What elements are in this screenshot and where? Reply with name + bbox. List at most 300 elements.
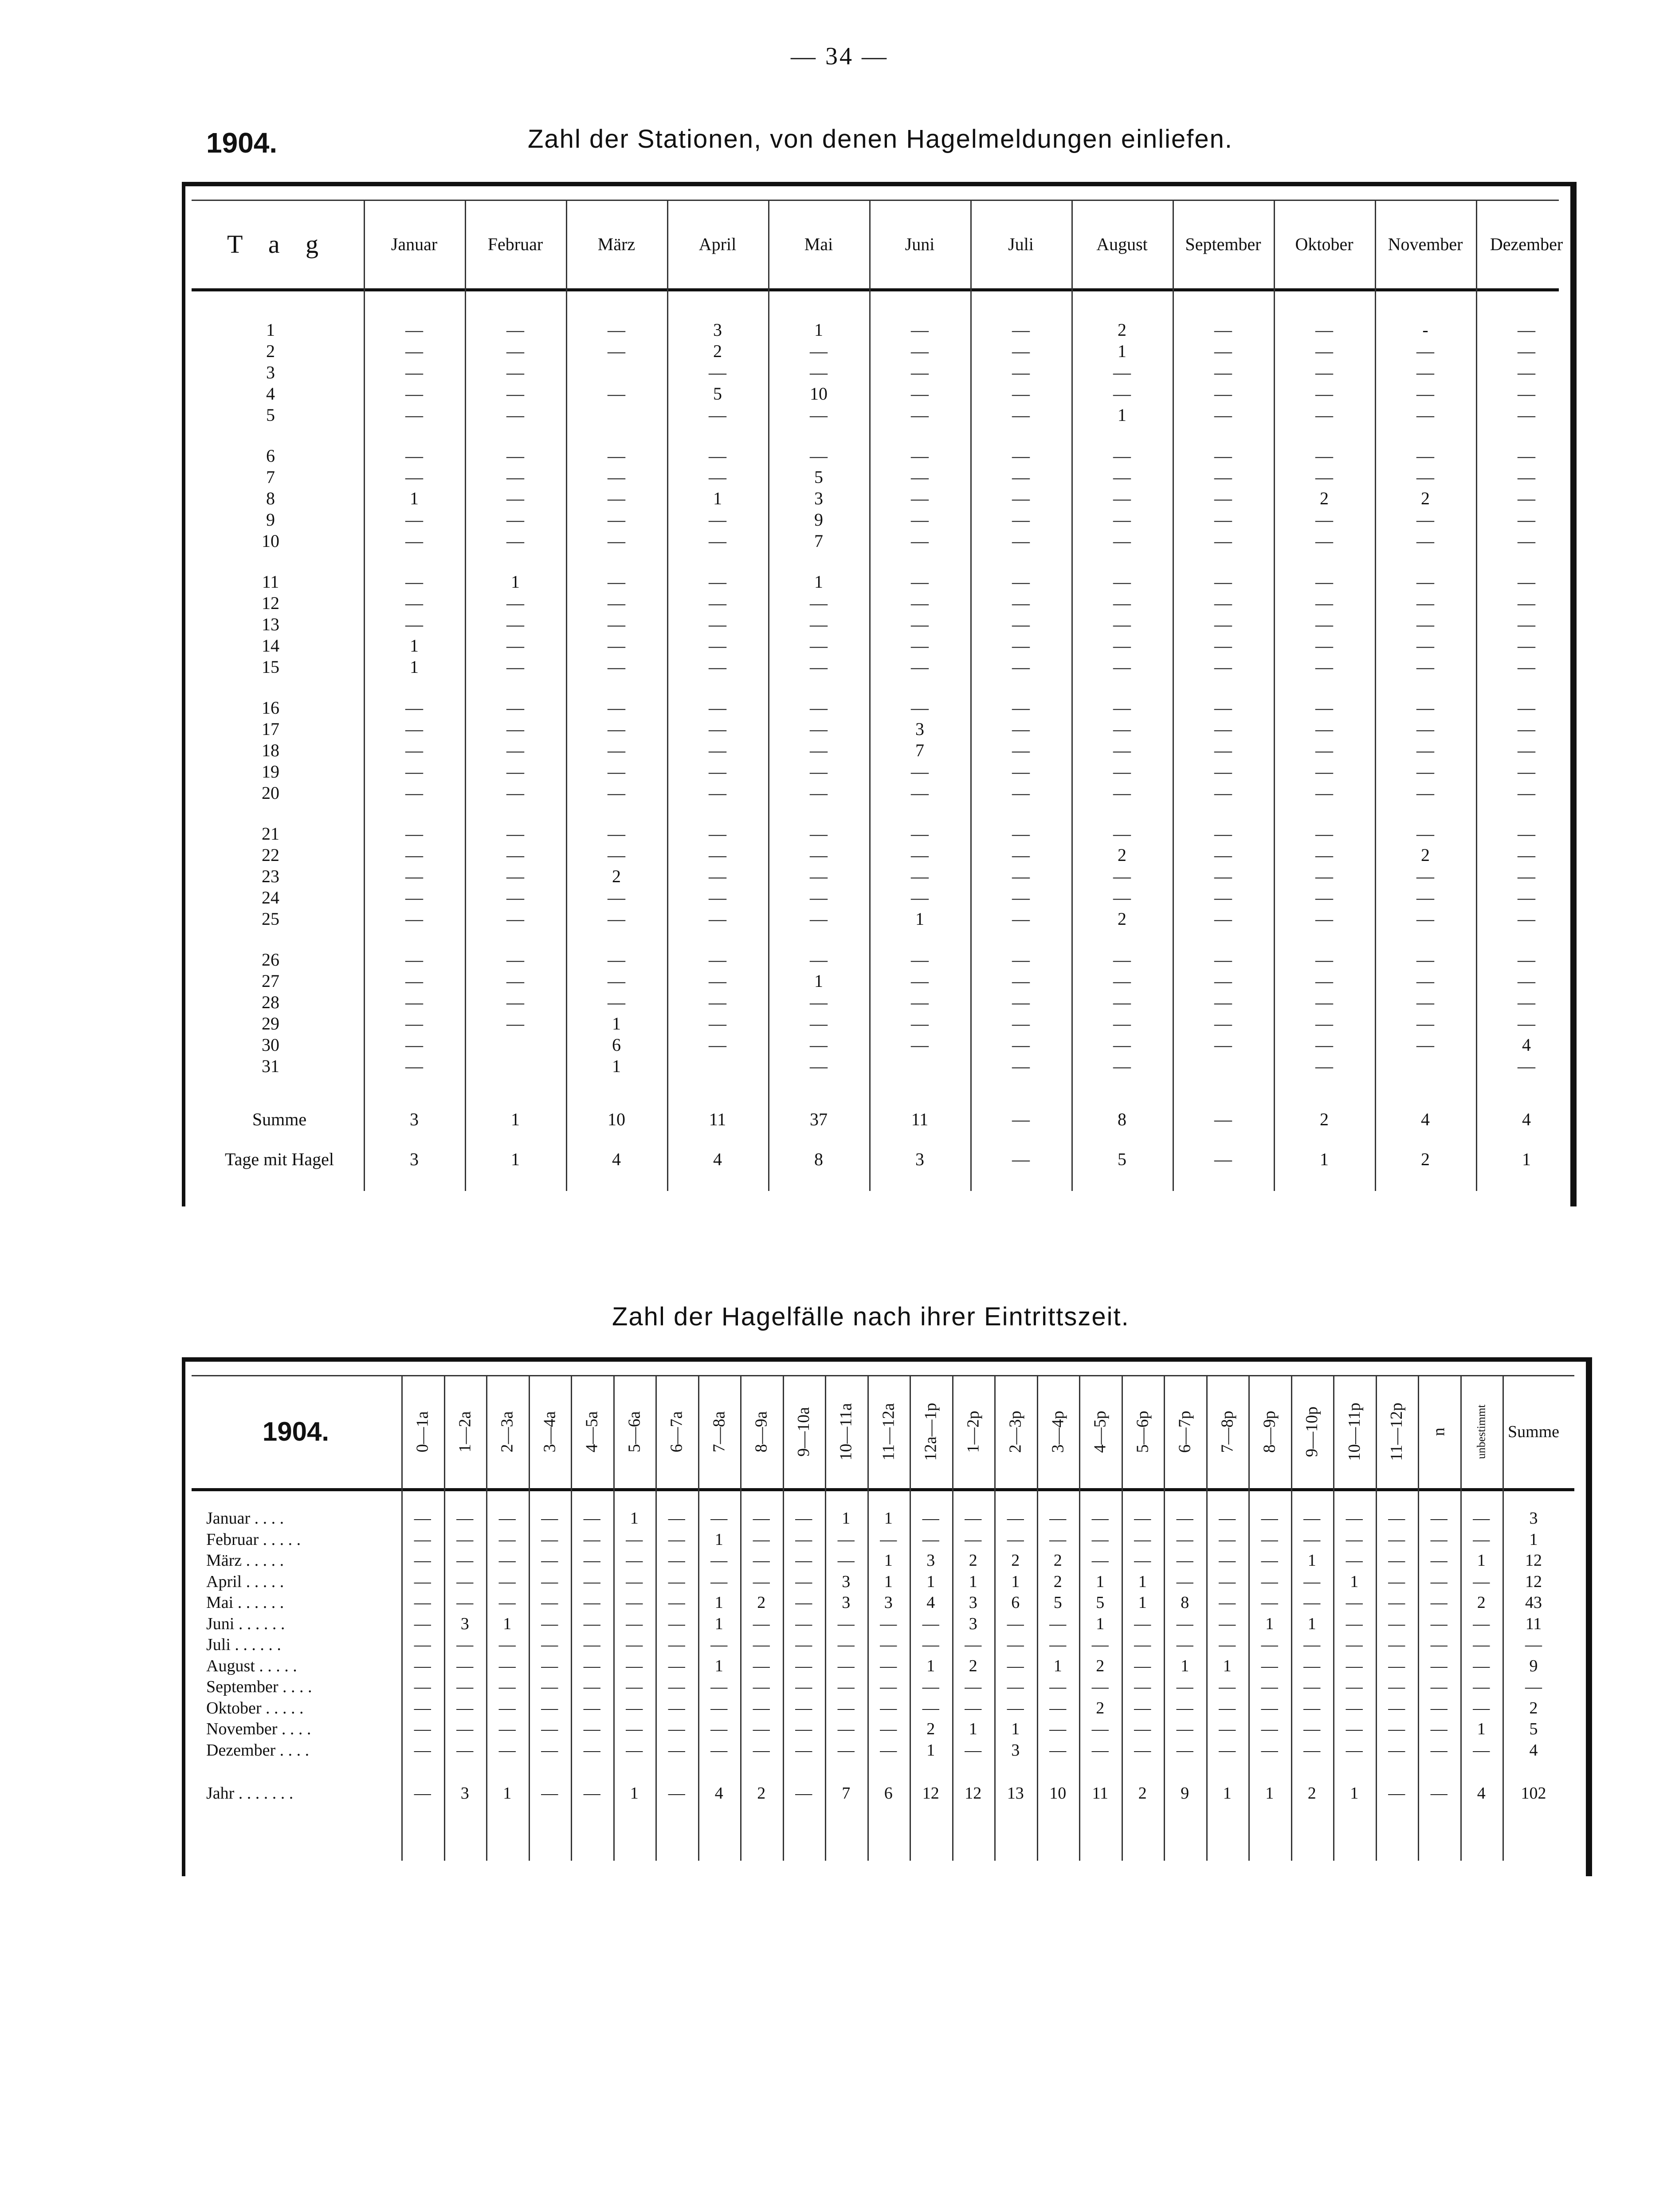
- table-cell: —: [1214, 488, 1232, 508]
- table-cell: —: [1416, 698, 1434, 718]
- table-cell: —: [668, 1509, 685, 1528]
- table-cell: —: [668, 1741, 685, 1760]
- table-cell: —: [506, 362, 524, 382]
- table-cell: —: [1416, 740, 1434, 760]
- table-cell: —: [506, 488, 524, 508]
- table-cell: —: [1416, 971, 1434, 991]
- table-cell: —: [608, 783, 625, 803]
- table-cell: —: [709, 866, 726, 886]
- jahr-cell: —: [1430, 1784, 1448, 1803]
- table-cell: —: [1012, 614, 1030, 634]
- table-cell: —: [709, 888, 726, 908]
- table-cell: 9: [814, 510, 823, 530]
- table-cell: 1: [1181, 1656, 1189, 1675]
- table-cell: —: [1315, 824, 1333, 844]
- summe-cell: 11: [709, 1109, 726, 1129]
- table-cell: 3: [969, 1614, 977, 1633]
- time-col-label: 10—11p: [1345, 1402, 1364, 1461]
- table-cell: —: [1315, 384, 1333, 404]
- month-label: Januar . . . .: [206, 1509, 284, 1528]
- table-cell: —: [1214, 824, 1232, 844]
- summe-cell: —: [1214, 1109, 1232, 1129]
- table-cell: 1: [1265, 1614, 1274, 1633]
- table-cell: —: [1214, 1035, 1232, 1055]
- table-cell: —: [1012, 510, 1030, 530]
- table-cell: —: [1214, 1014, 1232, 1033]
- table-cell: —: [506, 783, 524, 803]
- table-cell: 1: [1138, 1572, 1147, 1591]
- table-cell: —: [911, 384, 929, 404]
- table-cell: —: [1261, 1678, 1278, 1696]
- table-cell: 10: [810, 384, 828, 404]
- table-cell: —: [626, 1741, 643, 1760]
- month-header-1: Januar: [391, 234, 438, 254]
- table-cell: —: [911, 362, 929, 382]
- table-cell: —: [506, 1014, 524, 1033]
- table-cell: —: [1315, 698, 1333, 718]
- table-cell: —: [1416, 992, 1434, 1012]
- page-number: — 34 —: [791, 43, 888, 70]
- time-col-header-4: [529, 1375, 571, 1488]
- jahr-cell: 1: [1265, 1784, 1274, 1803]
- month-header-12: Dezember: [1490, 234, 1563, 254]
- table-cell: —: [1518, 614, 1535, 634]
- table-cell: —: [608, 593, 625, 613]
- table-cell: —: [965, 1530, 982, 1549]
- table-cell: —: [1214, 467, 1232, 487]
- table-cell: 3: [814, 488, 823, 508]
- month-label: April . . . . .: [206, 1572, 284, 1591]
- tage-cell: 8: [814, 1149, 823, 1169]
- time-col-label: 6—7p: [1175, 1410, 1194, 1453]
- table-cell: —: [1416, 1035, 1434, 1055]
- table-cell: —: [506, 384, 524, 404]
- table-cell: —: [583, 1678, 600, 1696]
- table-cell: —: [1416, 909, 1434, 929]
- table-cell: —: [880, 1614, 897, 1633]
- jahr-cell: 7: [842, 1784, 851, 1803]
- table-cell: 2: [612, 866, 621, 886]
- table-cell: —: [583, 1698, 600, 1717]
- month-label: Oktober . . . . .: [206, 1698, 304, 1717]
- table-cell: —: [541, 1656, 558, 1675]
- table-cell: [1173, 1056, 1274, 1077]
- table-cell: —: [608, 762, 625, 782]
- table-cell: —: [1303, 1530, 1321, 1549]
- table-cell: —: [810, 909, 828, 929]
- table-cell: —: [710, 1635, 728, 1654]
- table-cell: —: [1473, 1614, 1490, 1633]
- table-cell: 1: [926, 1572, 935, 1591]
- table-cell: —: [753, 1635, 770, 1654]
- table-cell: —: [1049, 1635, 1067, 1654]
- table-cell: —: [1012, 593, 1030, 613]
- table-cell: —: [1091, 1720, 1109, 1738]
- table-cell: 1: [714, 1656, 723, 1675]
- summe-cell: 1: [511, 1109, 520, 1129]
- table-cell: —: [1303, 1572, 1321, 1591]
- table-cell: —: [753, 1509, 770, 1528]
- table-cell: —: [880, 1741, 897, 1760]
- table-cell: —: [1261, 1551, 1278, 1570]
- table-cell: —: [795, 1678, 812, 1696]
- table-cell: —: [1012, 1014, 1030, 1033]
- month-label: Februar . . . . .: [206, 1530, 301, 1549]
- table-cell: 11: [1525, 1614, 1542, 1633]
- table-cell: 12: [1525, 1551, 1542, 1570]
- table-cell: —: [795, 1530, 812, 1549]
- table-cell: —: [1346, 1698, 1363, 1717]
- table-cell: —: [1473, 1678, 1490, 1696]
- time-col-label: 12a—1p: [921, 1403, 940, 1461]
- table-cell: —: [1113, 593, 1131, 613]
- table-cell: —: [405, 698, 423, 718]
- table-cell: —: [608, 698, 625, 718]
- table-cell: —: [506, 888, 524, 908]
- table2-title: Zahl der Hagelfälle nach ihrer Eintrittszeit.: [612, 1302, 1130, 1331]
- table-cell: —: [456, 1720, 474, 1738]
- table-cell: —: [1315, 783, 1333, 803]
- table-cell: —: [810, 341, 828, 361]
- summe-cell: 37: [810, 1109, 828, 1129]
- table-cell: —: [1525, 1635, 1542, 1654]
- table-cell: —: [1315, 510, 1333, 530]
- table-cell: —: [1012, 384, 1030, 404]
- table-cell: —: [753, 1551, 770, 1570]
- table-cell: —: [795, 1656, 812, 1675]
- table-cell: —: [922, 1614, 939, 1633]
- day-label: 19: [262, 762, 279, 782]
- table-cell: 1: [1477, 1551, 1486, 1570]
- table-cell: —: [498, 1572, 516, 1591]
- table-cell: 2: [1421, 488, 1430, 508]
- table-cell: —: [1430, 1551, 1448, 1570]
- table-cell: 6: [1011, 1593, 1020, 1612]
- time-col-label: 11—12a: [879, 1403, 898, 1461]
- table-cell: —: [1303, 1593, 1321, 1612]
- table-cell: —: [1416, 467, 1434, 487]
- table-cell: —: [795, 1720, 812, 1738]
- table-cell: —: [965, 1741, 982, 1760]
- table-cell: —: [1219, 1593, 1236, 1612]
- time-col-header-22: [1291, 1375, 1334, 1488]
- table-cell: —: [709, 845, 726, 865]
- table-cell: —: [1113, 614, 1131, 634]
- table-cell: —: [1214, 446, 1232, 466]
- table-cell: —: [506, 341, 524, 361]
- table-cell: —: [709, 992, 726, 1012]
- table-cell: —: [506, 824, 524, 844]
- month-label: August . . . . .: [206, 1656, 297, 1675]
- table-cell: —: [1214, 341, 1232, 361]
- table-cell: —: [1007, 1656, 1024, 1675]
- day-label: 4: [266, 384, 275, 404]
- day-label: 21: [262, 824, 279, 844]
- table-cell: —: [1303, 1509, 1321, 1528]
- table-cell: —: [1012, 1035, 1030, 1055]
- table-cell: —: [1430, 1572, 1448, 1591]
- table-cell: —: [1430, 1656, 1448, 1675]
- table-cell: —: [405, 362, 423, 382]
- summe-cell: 2: [1320, 1109, 1329, 1129]
- table-cell: —: [810, 740, 828, 760]
- table-cell: —: [795, 1741, 812, 1760]
- table-cell: —: [1416, 384, 1434, 404]
- table-cell: —: [506, 845, 524, 865]
- table-cell: —: [1214, 657, 1232, 677]
- table-cell: [566, 405, 667, 426]
- day-label: 20: [262, 783, 279, 803]
- table-cell: —: [837, 1635, 855, 1654]
- table-cell: —: [1473, 1509, 1490, 1528]
- hail-time-table: [182, 1357, 1592, 1876]
- jahr-cell: 4: [1477, 1784, 1486, 1803]
- table-cell: —: [456, 1741, 474, 1760]
- table-cell: —: [456, 1551, 474, 1570]
- table-cell: —: [414, 1593, 431, 1612]
- table-cell: —: [1012, 824, 1030, 844]
- time-col-header-5: [571, 1375, 613, 1488]
- table-cell: —: [1261, 1572, 1278, 1591]
- table-cell: —: [1214, 614, 1232, 634]
- table-cell: —: [1214, 405, 1232, 425]
- table-cell: —: [541, 1720, 558, 1738]
- table-cell: —: [626, 1635, 643, 1654]
- day-label: 6: [266, 446, 275, 466]
- table-cell: —: [608, 657, 625, 677]
- table-cell: —: [1416, 762, 1434, 782]
- table-cell: —: [1518, 636, 1535, 656]
- tage-cell: 4: [612, 1149, 621, 1169]
- table-cell: —: [1430, 1635, 1448, 1654]
- time-col-label: 5—6p: [1133, 1410, 1152, 1453]
- table-cell: —: [1214, 845, 1232, 865]
- table-cell: —: [1214, 888, 1232, 908]
- table-cell: —: [1518, 866, 1535, 886]
- table-cell: —: [1113, 362, 1131, 382]
- table-cell: —: [1388, 1509, 1405, 1528]
- table-cell: —: [810, 405, 828, 425]
- table-cell: 3: [969, 1593, 977, 1612]
- table-cell: —: [1091, 1678, 1109, 1696]
- table-cell: —: [1315, 593, 1333, 613]
- table-cell: —: [1214, 866, 1232, 886]
- jahr-cell: 10: [1049, 1784, 1067, 1803]
- table-cell: 1: [410, 657, 419, 677]
- jahr-cell: —: [668, 1784, 685, 1803]
- table-cell: —: [1113, 971, 1131, 991]
- time-col-label: 8—9p: [1260, 1410, 1279, 1453]
- table-cell: —: [1134, 1656, 1151, 1675]
- table-cell: —: [837, 1678, 855, 1696]
- table-cell: 1: [1118, 405, 1126, 425]
- table-cell: —: [1049, 1509, 1067, 1528]
- table-cell: —: [911, 636, 929, 656]
- table-cell: —: [1416, 593, 1434, 613]
- table-cell: —: [1518, 405, 1535, 425]
- table-cell: —: [498, 1656, 516, 1675]
- table-cell: —: [583, 1509, 600, 1528]
- table-cell: —: [608, 845, 625, 865]
- table-cell: —: [795, 1509, 812, 1528]
- table-cell: —: [1473, 1698, 1490, 1717]
- table-cell: —: [608, 467, 625, 487]
- table-cell: —: [837, 1551, 855, 1570]
- table-cell: —: [709, 446, 726, 466]
- table-cell: —: [1518, 657, 1535, 677]
- table-cell: —: [1214, 740, 1232, 760]
- table-cell: —: [1416, 362, 1434, 382]
- day-label: 2: [266, 341, 275, 361]
- table-cell: —: [1113, 636, 1131, 656]
- table-cell: —: [1012, 320, 1030, 340]
- table-cell: —: [710, 1720, 728, 1738]
- time-col-header-17: [1079, 1375, 1122, 1488]
- table-cell: —: [608, 909, 625, 929]
- time-col-label: 5—6a: [625, 1411, 644, 1452]
- table-cell: —: [1007, 1530, 1024, 1549]
- table-cell: —: [1315, 950, 1333, 970]
- table-cell: —: [837, 1698, 855, 1717]
- table-cell: —: [1346, 1614, 1363, 1633]
- table-cell: —: [608, 888, 625, 908]
- table-cell: —: [795, 1635, 812, 1654]
- table-cell: 1: [714, 1614, 723, 1633]
- table-cell: —: [1012, 405, 1030, 425]
- day-label: 27: [262, 971, 279, 991]
- time-col-header-14: [952, 1375, 995, 1488]
- table-cell: —: [608, 992, 625, 1012]
- table-cell: —: [709, 657, 726, 677]
- jahr-label: Jahr . . . . . . .: [206, 1784, 294, 1803]
- summe-cell: —: [1012, 1109, 1030, 1129]
- table-cell: —: [709, 614, 726, 634]
- table-cell: —: [710, 1698, 728, 1717]
- table-cell: —: [1388, 1635, 1405, 1654]
- table-cell: —: [506, 971, 524, 991]
- tage-cell: 5: [1118, 1149, 1126, 1169]
- table-cell: —: [1214, 992, 1232, 1012]
- jahr-cell: —: [1388, 1784, 1405, 1803]
- time-col-label: 6—7a: [667, 1411, 686, 1452]
- table-cell: —: [1012, 950, 1030, 970]
- table-cell: —: [1113, 531, 1131, 551]
- time-col-header-21: [1248, 1375, 1291, 1488]
- table-cell: 2: [1320, 488, 1329, 508]
- table-cell: —: [795, 1551, 812, 1570]
- table-cell: —: [1113, 1014, 1131, 1033]
- table-cell: —: [498, 1635, 516, 1654]
- table-cell: 1: [1096, 1572, 1105, 1591]
- table-cell: —: [1388, 1656, 1405, 1675]
- table-cell: —: [709, 824, 726, 844]
- day-label: 11: [262, 572, 279, 592]
- table-cell: —: [1214, 950, 1232, 970]
- table-cell: —: [626, 1698, 643, 1717]
- table-cell: —: [709, 971, 726, 991]
- tage-cell: 1: [1522, 1149, 1531, 1169]
- table-cell: —: [1012, 909, 1030, 929]
- table-cell: —: [1214, 783, 1232, 803]
- table-cell: —: [1049, 1698, 1067, 1717]
- day-label: 18: [262, 740, 279, 760]
- time-col-label: 0—1a: [413, 1411, 432, 1452]
- table-cell: —: [1518, 1056, 1535, 1076]
- table-cell: —: [1416, 341, 1434, 361]
- table-cell: —: [1176, 1530, 1193, 1549]
- table-cell: —: [709, 950, 726, 970]
- table-cell: —: [1091, 1530, 1109, 1549]
- table-cell: —: [626, 1678, 643, 1696]
- table-cell: 1: [1011, 1720, 1020, 1738]
- table-cell: —: [1134, 1530, 1151, 1549]
- table-cell: —: [405, 824, 423, 844]
- table-cell: 2: [1421, 845, 1430, 865]
- table-cell: —: [1007, 1509, 1024, 1528]
- summe-cell: 3: [410, 1109, 419, 1129]
- table-cell: 1: [1053, 1656, 1062, 1675]
- table-cell: —: [414, 1656, 431, 1675]
- table-cell: —: [498, 1593, 516, 1612]
- table-cell: —: [1113, 824, 1131, 844]
- jahr-cell: 2: [1307, 1784, 1316, 1803]
- day-label: 25: [262, 909, 279, 929]
- table-cell: —: [1518, 572, 1535, 592]
- table-cell: —: [626, 1551, 643, 1570]
- table-cell: 5: [713, 384, 722, 404]
- table-cell: —: [1303, 1635, 1321, 1654]
- table-cell: —: [810, 866, 828, 886]
- table-cell: —: [1261, 1530, 1278, 1549]
- time-col-header-10: [783, 1375, 825, 1488]
- time-col-label: 7—8a: [710, 1411, 729, 1452]
- month-header-4: April: [698, 234, 737, 254]
- table-cell: —: [506, 636, 524, 656]
- table-cell: 5: [1529, 1720, 1538, 1738]
- table-cell: —: [405, 866, 423, 886]
- table-cell: 1: [1529, 1530, 1538, 1549]
- table-cell: —: [1012, 783, 1030, 803]
- table-cell: —: [668, 1678, 685, 1696]
- table-cell: —: [911, 783, 929, 803]
- table-cell: —: [911, 405, 929, 425]
- table-cell: —: [668, 1551, 685, 1570]
- table-cell: —: [1315, 888, 1333, 908]
- table-cell: —: [405, 762, 423, 782]
- table-cell: —: [405, 909, 423, 929]
- time-col-label: 2—3a: [498, 1411, 517, 1452]
- table-cell: —: [810, 888, 828, 908]
- table-cell: —: [911, 341, 929, 361]
- table-cell: —: [810, 446, 828, 466]
- table-cell: —: [911, 992, 929, 1012]
- table-cell: —: [1388, 1741, 1405, 1760]
- table-cell: —: [1219, 1551, 1236, 1570]
- table-cell: —: [911, 467, 929, 487]
- table-cell: —: [1176, 1678, 1193, 1696]
- day-label: 24: [262, 888, 279, 908]
- day-label: 26: [262, 950, 279, 970]
- table-cell: —: [405, 320, 423, 340]
- time-col-label: 4—5p: [1091, 1410, 1110, 1453]
- table-cell: —: [1012, 657, 1030, 677]
- table-cell: —: [1315, 845, 1333, 865]
- table-cell: —: [1012, 531, 1030, 551]
- time-col-label: 8—9a: [752, 1411, 771, 1452]
- table-cell: —: [922, 1530, 939, 1549]
- table-cell: —: [1430, 1678, 1448, 1696]
- table-cell: —: [810, 783, 828, 803]
